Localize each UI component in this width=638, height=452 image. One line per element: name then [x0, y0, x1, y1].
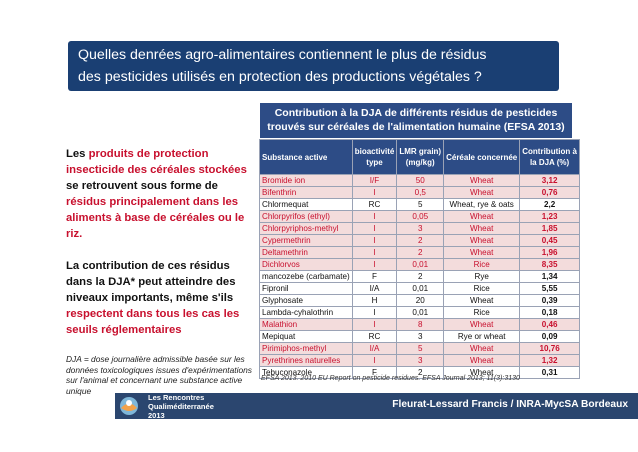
cell-contribution: 1,32 — [520, 355, 580, 367]
cell-substance: Mepiquat — [260, 331, 353, 343]
cell-cereal: Wheat — [444, 187, 520, 199]
table-caption-line2: trouvés sur céréales de l'alimentation humaine (EFSA 2013) — [267, 121, 565, 133]
cell-lmr: 0,01 — [397, 307, 444, 319]
cell-contribution: 8,35 — [520, 259, 580, 271]
cell-contribution: 1,96 — [520, 247, 580, 259]
table-row — [260, 223, 580, 235]
cell-substance: Glyphosate — [260, 295, 353, 307]
cell-cereal: Wheat — [444, 223, 520, 235]
paragraph-residues: Les produits de protection insecticide des céréales stockées se retrouvent sous forme de résidus principalement dans les aliments à base de céréales ou le riz. — [66, 148, 247, 240]
cell-type: I — [352, 187, 397, 199]
cell-substance: Pyrethrines naturelles — [260, 355, 353, 367]
header-cereal: Céréale concernée — [444, 140, 520, 175]
explanation-panel — [66, 146, 256, 396]
cell-cereal: Wheat — [444, 235, 520, 247]
cell-contribution: 10,76 — [520, 343, 580, 355]
cell-contribution: 2,2 — [520, 199, 580, 211]
cell-cereal: Wheat — [444, 175, 520, 187]
table-row — [260, 295, 580, 307]
footer-bar — [210, 393, 638, 419]
cell-contribution: 0,09 — [520, 331, 580, 343]
cell-type: I — [352, 355, 397, 367]
cell-substance: Cypermethrin — [260, 235, 353, 247]
header-lmr: LMR grain) (mg/kg) — [397, 140, 444, 175]
logo-text: Les Rencontres Qualiméditerranée 2013 — [148, 393, 214, 420]
cell-type: H — [352, 295, 397, 307]
cell-substance: Bromide ion — [260, 175, 353, 187]
cell-substance: Pirimiphos-methyl — [260, 343, 353, 355]
cell-lmr: 3 — [397, 355, 444, 367]
cell-type: RC — [352, 199, 397, 211]
header-substance: Substance active — [260, 140, 353, 175]
cell-lmr: 2 — [397, 367, 444, 379]
cell-cereal: Rice — [444, 259, 520, 271]
cell-cereal: Wheat — [444, 367, 520, 379]
table-header-row — [260, 140, 580, 175]
cell-lmr: 0,01 — [397, 283, 444, 295]
cell-lmr: 8 — [397, 319, 444, 331]
cell-substance: Lambda-cyhalothrin — [260, 307, 353, 319]
cell-type: I — [352, 211, 397, 223]
cell-lmr: 3 — [397, 331, 444, 343]
cell-substance: Malathion — [260, 319, 353, 331]
dja-definition-note: DJA = dose journalière admissible basée sur les données toxicologiques issues d'expérimentations sur l'animal et concernant une substance active unique — [66, 354, 252, 396]
cell-type: I — [352, 223, 397, 235]
cell-contribution: 0,76 — [520, 187, 580, 199]
cell-lmr: 2 — [397, 271, 444, 283]
cell-contribution: 0,39 — [520, 295, 580, 307]
cell-cereal: Wheat — [444, 295, 520, 307]
slide-title-line1: Quelles denrées agro-alimentaires contiennent le plus de résidus — [78, 47, 487, 63]
cell-cereal: Rice — [444, 307, 520, 319]
cell-type: I/A — [352, 343, 397, 355]
footer-credit: Fleurat-Lessard Francis / INRA-MycSA Bordeaux — [392, 399, 628, 410]
header-bioactivity: bioactivité type — [352, 140, 397, 175]
cell-lmr: 3 — [397, 223, 444, 235]
cell-cereal: Wheat, rye & oats — [444, 199, 520, 211]
cell-substance: Deltamethrin — [260, 247, 353, 259]
slide-title-line2: des pesticides utilisés en protection des productions végétales ? — [78, 69, 482, 85]
cell-cereal: Wheat — [444, 319, 520, 331]
table-row — [260, 343, 580, 355]
cell-contribution: 5,55 — [520, 283, 580, 295]
cell-type: I — [352, 259, 397, 271]
cell-contribution: 0,46 — [520, 319, 580, 331]
table-row — [260, 307, 580, 319]
cell-type: I — [352, 307, 397, 319]
table-row — [260, 319, 580, 331]
header-contribution: Contribution à la DJA (%) — [520, 140, 580, 175]
cell-substance: Bifenthrin — [260, 187, 353, 199]
cell-cereal: Wheat — [444, 355, 520, 367]
table-row — [260, 259, 580, 271]
cell-cereal: Rice — [444, 283, 520, 295]
cell-substance: Chlormequat — [260, 199, 353, 211]
cell-lmr: 0,5 — [397, 187, 444, 199]
cell-contribution: 1,85 — [520, 223, 580, 235]
table-row — [260, 187, 580, 199]
cell-contribution: 0,18 — [520, 307, 580, 319]
table-row — [260, 355, 580, 367]
cell-type: I — [352, 319, 397, 331]
table-row — [260, 211, 580, 223]
cell-lmr: 2 — [397, 247, 444, 259]
table-row — [260, 175, 580, 187]
cell-cereal: Wheat — [444, 343, 520, 355]
source-citation: EFSA 2013. 2010 EU Report on pesticide residues. EFSA Journal 2013; 11(3):3130 — [261, 375, 520, 382]
residue-table — [259, 139, 580, 379]
cell-cereal: Wheat — [444, 211, 520, 223]
cell-type: I — [352, 247, 397, 259]
cell-lmr: 2 — [397, 235, 444, 247]
cell-type: RC — [352, 331, 397, 343]
cell-substance: Fipronil — [260, 283, 353, 295]
table-row — [260, 235, 580, 247]
table-row — [260, 331, 580, 343]
cell-type: I/F — [352, 175, 397, 187]
cell-lmr: 20 — [397, 295, 444, 307]
cell-type: I — [352, 235, 397, 247]
cell-contribution: 0,31 — [520, 367, 580, 379]
table-row — [260, 247, 580, 259]
cell-type: F — [352, 367, 397, 379]
cell-contribution: 3,12 — [520, 175, 580, 187]
cell-contribution: 0,45 — [520, 235, 580, 247]
cell-cereal: Rye or wheat — [444, 331, 520, 343]
cell-substance: Tebuconazole — [260, 367, 353, 379]
table-caption — [260, 103, 572, 138]
table-row — [260, 199, 580, 211]
cell-substance: Chlorpyriphos-methyl — [260, 223, 353, 235]
cell-type: F — [352, 271, 397, 283]
cell-substance: Dichlorvos — [260, 259, 353, 271]
cell-type: I/A — [352, 283, 397, 295]
cell-cereal: Wheat — [444, 247, 520, 259]
slide-title — [68, 41, 559, 91]
cell-lmr: 5 — [397, 199, 444, 211]
cell-contribution: 1,34 — [520, 271, 580, 283]
cell-contribution: 1,23 — [520, 211, 580, 223]
cell-lmr: 0,01 — [397, 259, 444, 271]
cell-lmr: 50 — [397, 175, 444, 187]
cell-substance: mancozebe (carbamate) — [260, 271, 353, 283]
cell-lmr: 0,05 — [397, 211, 444, 223]
cell-cereal: Rye — [444, 271, 520, 283]
table-caption-line1: Contribution à la DJA de différents résidus de pesticides — [274, 107, 558, 119]
paragraph-contribution: La contribution de ces résidus dans la DJA* peut atteindre des niveaux importants, même s'ils respectent dans tous les cas les seuils réglementaires — [66, 260, 240, 336]
cell-substance: Chlorpyrifos (ethyl) — [260, 211, 353, 223]
table-row — [260, 283, 580, 295]
table-row — [260, 271, 580, 283]
cell-lmr: 5 — [397, 343, 444, 355]
